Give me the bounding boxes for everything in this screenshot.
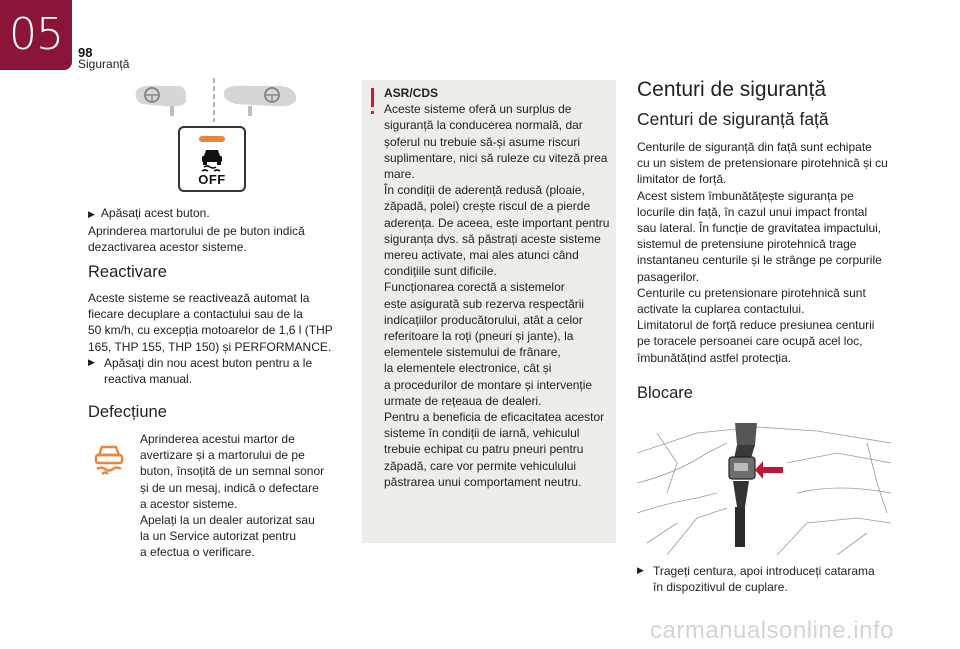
esp-off-button[interactable]	[178, 126, 246, 192]
bullet-icon: ▶	[88, 357, 95, 368]
reactivare-block	[88, 290, 353, 387]
chapter-tab: 05	[0, 0, 72, 70]
asr-text: Aceste sisteme oferă un surplus de siguranță la conducerea normală, dar șoferul nu trebuie să-și asume riscuri suplimentare, nici să ruleze cu viteză prea mare. În condiții de aderență redusă (ploaie, zăpadă, polei) crește riscul de a pierde aderența. De aceea, este important pentru siguranța dvs. să păstrați aceste sisteme mereu activate, mai ales atunci când condițiile sunt dificile. Funcționarea corectă a sistemelor este asigurată sub rezerva respectării indicațiilor producătorului, atât a celor referitoare la roți (pneuri și jante), la elementele sistemului de frânare, la elementele electronice, cât și a procedurilor de montare și intervenție urmate de rețeaua de dealeri. Pentru a beneficia de eficacitatea acestor sisteme în condiții de iarnă, vehiculul trebuie echipat cu patru pneuri pentru zăpadă, care vor permite vehiculului păstrarea unui comportament neutru.	[384, 102, 610, 489]
page-section: Siguranță	[78, 57, 130, 71]
reactivare-text: Aceste sisteme se reactivează automat la fiecare decuplare a contactului sau de la 50 km/h, cu excepția motoarelor de 1,6 l (THP 165, THP 155, THP 150) și PERFORMANCE.	[88, 291, 333, 354]
defectiune-heading: Defecțiune	[88, 403, 167, 421]
bullet-icon: ▶	[88, 210, 95, 220]
instruction-1: Apăsați acest buton. Aprinderea martorului de pe buton indică dezactivarea acestor sisteme.	[88, 206, 305, 255]
instruction-text	[88, 205, 348, 256]
watermark: carmanualsonline.info	[650, 617, 894, 644]
reactivare-bullet	[88, 355, 353, 387]
asr-cds-note	[362, 80, 616, 543]
seatbelt-description	[637, 139, 897, 366]
reactivare-bullet-text: Apăsați din nou acest buton pentru a le reactiva manual.	[104, 355, 313, 387]
seatbelt-text: Centurile de siguranță din față sunt echipate cu un sistem de pretensionare pirotehnică și cu limitator de forță. Acest sistem îmbunătățește siguranța pe locurile din față, în cazul unui impact frontal sau lateral. În funcție de gravitatea impactului, sistemul de pretensiune pirotehnică trage instantaneu centurile și le strânge pe corpurile pasagerilor. Centurile cu pretensionare pirotehnică sunt activate la cuplarea contactului. Limitatorul de forță reduce presiunea centurii pe toracele persoanei care ocupă acel loc, îmbunătățind astfel protecția.	[637, 140, 888, 365]
section-title: Centuri de siguranță	[637, 78, 827, 101]
exclamation-icon	[369, 88, 377, 116]
asr-title: ASR/CDS	[384, 86, 439, 100]
instruction-block	[88, 205, 348, 256]
front-seats-illustration	[132, 78, 302, 122]
bullet-icon: ▶	[637, 566, 644, 576]
reactivare-heading: Reactivare	[88, 263, 167, 281]
page-number: 98	[78, 45, 93, 60]
blocare-heading: Blocare	[637, 384, 693, 402]
defectiune-block	[140, 431, 340, 561]
blocare-bullet	[637, 563, 897, 595]
blocare-block	[637, 563, 897, 595]
blocare-bullet-text: Trageți centura, apoi introduceți catarama în dispozitivul de cuplare.	[653, 564, 875, 595]
button-indicator-light	[199, 136, 225, 142]
section-subtitle: Centuri de siguranță față	[637, 109, 829, 129]
button-label: OFF	[198, 172, 226, 187]
seatbelt-buckle-illustration	[637, 423, 891, 555]
defectiune-text: Aprinderea acestui martor de avertizare și a martorului de pe buton, însoțită de un semnal sonor și de un mesaj, indică o defectare a acestor sisteme. Apelați la un dealer autorizat sau la un Service autorizat pentru a efectua o verificare.	[140, 432, 325, 560]
skidding-car-warning-icon	[92, 443, 126, 475]
asr-content	[384, 85, 614, 490]
skidding-car-icon	[198, 146, 226, 172]
